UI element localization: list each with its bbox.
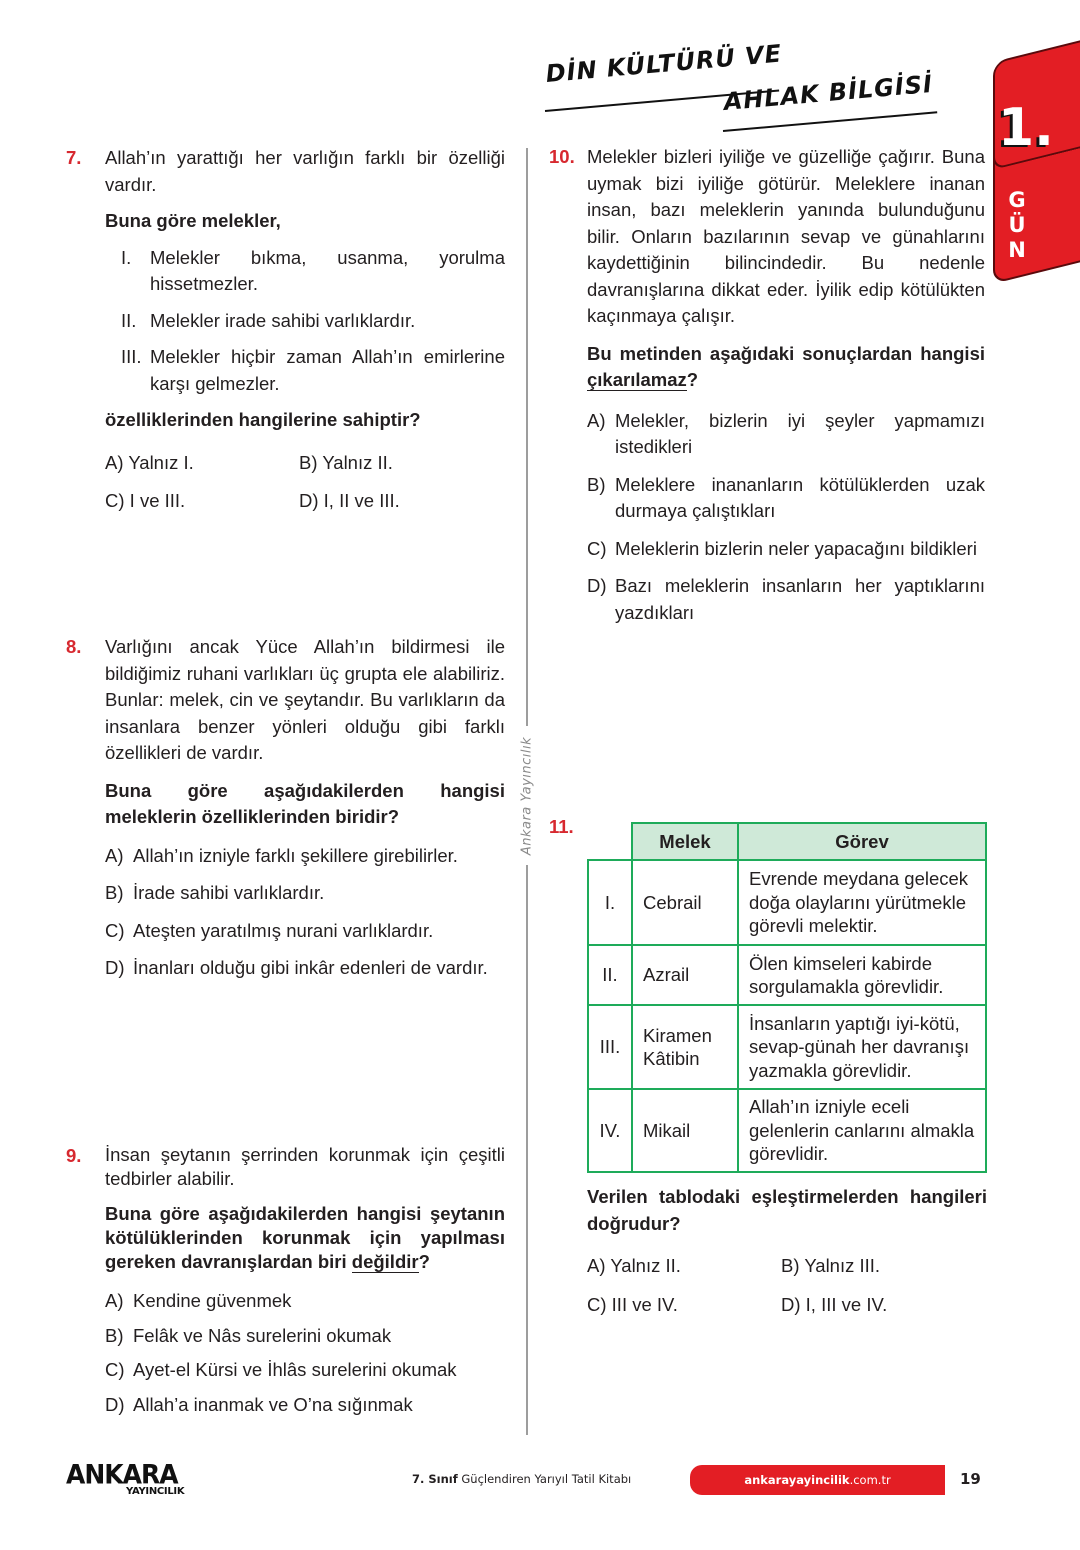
question-number: 8. <box>66 636 82 657</box>
question-prompt <box>105 1202 505 1274</box>
question-body <box>587 144 985 626</box>
angel-duty-table <box>587 822 987 1173</box>
option-text: Yalnız II. <box>322 451 393 473</box>
option-c[interactable] <box>587 1292 781 1319</box>
option-letter: B) <box>105 882 124 903</box>
option-letter: A) <box>105 451 124 473</box>
option-text: İnanları olduğu gibi inkâr edenleri de vardır. <box>133 957 488 978</box>
answer-options <box>587 408 985 627</box>
question-number: 9. <box>66 1145 82 1166</box>
option-text: III ve IV. <box>611 1293 678 1315</box>
angel-name: Kiramen Kâtibin <box>632 1005 738 1089</box>
answer-options <box>105 450 505 515</box>
statement-number: II. <box>121 309 137 331</box>
option-b[interactable] <box>781 1253 981 1280</box>
day-label-letter: G <box>1008 188 1026 212</box>
question-body <box>105 634 505 982</box>
option-b[interactable] <box>105 1323 505 1350</box>
option-letter: D) <box>105 1393 125 1415</box>
option-text: Allah’a inanmak ve O’na sığınmak <box>133 1393 413 1415</box>
option-letter: C) <box>587 1293 607 1315</box>
option-text: Meleklerin bizlerin neler yapacağını bildikleri <box>615 537 977 559</box>
option-text: Allah’ın izniyle farklı şekillere girebilirler. <box>133 844 458 866</box>
row-number: III. <box>588 1005 632 1089</box>
angel-task: Evrende meydana gelecek doğa olaylarını yürütmekle görevli melektir. <box>738 860 986 945</box>
question-text: Varlığını ancak Yüce Allah’ın bildirmesi ile bildiğimiz ruhani varlıkları üç grupta ele alabiliriz. Bunlar: melek, cin ve şeytandır. Bu varlıkların da insanlara benzer yönleri olduğu gibi farklı özellikleri de vardır. <box>105 636 505 763</box>
option-text: İrade sahibi varlıklardır. <box>133 882 325 903</box>
question-number: 11. <box>549 816 574 837</box>
book-title <box>412 1472 631 1486</box>
option-letter: C) <box>105 490 125 511</box>
question-prompt: Verilen tablodaki eşleştirmelerden hangileri doğrudur? <box>587 1186 987 1234</box>
option-letter: D) <box>781 1293 801 1315</box>
option-letter: A) <box>105 1290 124 1311</box>
option-letter: B) <box>781 1255 800 1276</box>
table-row <box>588 945 986 1005</box>
option-letter: B) <box>299 451 318 473</box>
subject-title-line2: AHLAK BİLGİSİ <box>722 69 935 116</box>
option-text: Yalnız I. <box>128 451 194 473</box>
angel-task: İnsanların yaptığı iyi-kötü, sevap-günah her davranışı yazmakla görevlidir. <box>738 1005 986 1089</box>
option-c[interactable] <box>105 1357 505 1384</box>
statement-text: Melekler irade sahibi varlıklardır. <box>150 309 416 331</box>
prompt-emphasis: değildir <box>351 1251 419 1272</box>
statement-number: I. <box>121 246 132 268</box>
option-letter: B) <box>105 1324 124 1346</box>
option-a[interactable] <box>587 1253 781 1280</box>
question-text: İnsan şeytanın şerrinden korunmak için çeşitli tedbirler alabilir. <box>105 1144 505 1189</box>
answer-options <box>105 843 505 982</box>
option-c[interactable] <box>587 536 985 563</box>
question-body <box>105 1143 505 1418</box>
url-tld: .com.tr <box>849 1473 891 1487</box>
angel-task: Allah’ın izniyle eceli gelenlerin canlarını almakla görevlidir. <box>738 1089 986 1172</box>
statement <box>105 245 505 298</box>
table-row <box>588 860 986 945</box>
table-header-gorev: Görev <box>738 823 986 860</box>
option-b[interactable] <box>587 472 985 525</box>
option-c[interactable] <box>105 918 505 945</box>
question-body <box>105 145 505 515</box>
book-name: Güçlendiren Yarıyıl Tatil Kitabı <box>457 1472 632 1486</box>
question-prompt <box>587 341 985 394</box>
row-number: IV. <box>588 1089 632 1172</box>
question-text: Melekler bizleri iyiliğe ve güzelliğe çağırır. Buna uymak bizi iyiliğe götürür. Meleklere inanan insan, bazı meleklerin yanında bulunduğunu bilir. Onların bazılarının sevap ve günahlarını kaydettiğinin bilincindedir. Bu nedenle davranışlarına dikkat eder. İyilik edip kötülükten kaçınmaya çalışır. <box>587 146 985 326</box>
option-d[interactable] <box>299 488 499 515</box>
option-a[interactable] <box>105 450 299 477</box>
day-label-letter: N <box>1008 238 1026 262</box>
publisher-url[interactable] <box>690 1465 945 1495</box>
publisher-watermark: Ankara Yayıncılık <box>519 736 535 856</box>
option-a[interactable] <box>105 843 505 870</box>
table-header-row <box>588 823 986 860</box>
option-letter: C) <box>105 919 125 941</box>
table-header-melek: Melek <box>632 823 738 860</box>
angel-name: Cebrail <box>632 860 738 945</box>
question-number: 7. <box>66 147 82 168</box>
answer-options <box>587 1253 987 1318</box>
option-letter: A) <box>587 1255 606 1276</box>
option-text: Yalnız II. <box>610 1255 681 1276</box>
option-c[interactable] <box>105 488 299 515</box>
answer-options <box>105 1288 505 1418</box>
question-text: Allah’ın yarattığı her varlığın farklı bir özelliği vardır. <box>105 147 505 195</box>
table-corner <box>588 823 632 860</box>
prompt-text: ? <box>418 1251 430 1272</box>
option-text: Felâk ve Nâs surelerini okumak <box>133 1324 392 1346</box>
angel-name: Azrail <box>632 945 738 1005</box>
option-d[interactable] <box>105 1392 505 1419</box>
option-d[interactable] <box>587 573 985 626</box>
option-text: I, II ve III. <box>323 490 400 511</box>
option-text: I, III ve IV. <box>805 1293 888 1315</box>
prompt-emphasis: çıkarılamaz <box>587 369 687 390</box>
option-letter: D) <box>587 575 607 596</box>
option-text: Meleklere inananların kötülüklerden uzak durmaya çalıştıkları <box>615 473 985 521</box>
statement-text: Melekler hiçbir zaman Allah’ın emirlerine karşı gelmezler. <box>150 346 505 394</box>
option-text: Ateşten yaratılmış nurani varlıklardır. <box>133 919 434 941</box>
table-row <box>588 1089 986 1172</box>
option-d[interactable] <box>781 1292 981 1319</box>
question-prompt: Buna göre aşağıdakilerden hangisi meleklerin özelliklerinden biridir? <box>105 779 505 827</box>
statement-text: Melekler bıkma, usanma, yorulma hissetmezler. <box>150 246 505 294</box>
book-grade: 7. Sınıf <box>412 1472 458 1486</box>
option-a[interactable] <box>105 1288 505 1315</box>
option-text: Yalnız III. <box>804 1255 881 1276</box>
question-number: 10. <box>549 146 575 167</box>
option-letter: D) <box>105 957 125 978</box>
logo-sub-text: YAYINCILIK <box>126 1486 185 1497</box>
option-a[interactable] <box>587 408 985 461</box>
row-number: II. <box>588 945 632 1005</box>
option-letter: A) <box>587 409 606 431</box>
option-letter: A) <box>105 844 124 866</box>
subject-title <box>544 39 945 132</box>
publisher-logo <box>66 1460 196 1500</box>
table-row <box>588 1005 986 1089</box>
option-text: Bazı meleklerin insanların her yaptıklarını yazdıkları <box>615 575 985 623</box>
day-label <box>1007 188 1027 263</box>
option-letter: D) <box>299 490 319 511</box>
option-letter: C) <box>105 1359 125 1380</box>
day-label-letter: Ü <box>1008 213 1026 237</box>
option-b[interactable] <box>105 880 505 907</box>
option-text: Melekler, bizlerin iyi şeyler yapmamızı istedikleri <box>615 409 985 457</box>
subject-underline <box>723 111 937 132</box>
subject-title-line1: DİN KÜLTÜRÜ VE <box>544 39 784 88</box>
row-number: I. <box>588 860 632 945</box>
page-number: 19 <box>960 1470 981 1488</box>
option-b[interactable] <box>299 450 499 477</box>
column-divider <box>526 865 528 1435</box>
question-body <box>587 1184 987 1318</box>
url-domain: ankarayayincilik <box>744 1473 850 1487</box>
option-text: I ve III. <box>129 490 186 511</box>
prompt-text: ? <box>686 369 699 390</box>
statement-number: III. <box>121 346 142 367</box>
option-letter: B) <box>587 473 606 495</box>
statement <box>105 308 505 335</box>
column-divider <box>526 148 528 726</box>
option-text: Kendine güvenmek <box>133 1290 292 1311</box>
prompt-text: Bu metinden aşağıdaki sonuçlardan hangisi <box>587 342 985 364</box>
question-lead: Buna göre melekler, <box>105 210 281 231</box>
logo-main-text: ANKARA <box>66 1459 178 1490</box>
angel-name: Mikail <box>632 1089 738 1172</box>
prompt-text: Buna göre aşağıdakilerden hangisi şeytanın kötülüklerinden korunmak için yapılması gereken davranışlardan biri <box>105 1203 505 1272</box>
angel-task: Ölen kimseleri kabirde sorgulamakla görevlidir. <box>738 945 986 1005</box>
option-letter: C) <box>587 537 607 559</box>
statement <box>105 344 505 397</box>
option-d[interactable] <box>105 955 505 982</box>
question-prompt: özelliklerinden hangilerine sahiptir? <box>105 409 421 430</box>
day-number: 1. <box>998 98 1054 158</box>
option-text: Ayet-el Kürsi ve İhlâs surelerini okumak <box>133 1359 457 1380</box>
